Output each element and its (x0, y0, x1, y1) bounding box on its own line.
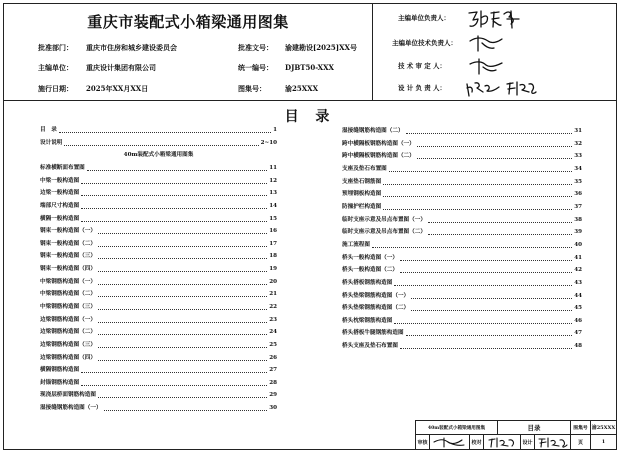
toc-entry (342, 266, 582, 274)
toc-entry (40, 328, 277, 336)
tech-head-label: 主编单位技术负责人： (392, 39, 457, 47)
toc-dot-leader (400, 348, 572, 349)
tb-design-signature (534, 434, 570, 449)
toc-dot-leader (87, 170, 267, 171)
toc-entry (342, 216, 582, 224)
toc-entry (40, 404, 277, 412)
toc-left-column (40, 0, 277, 454)
toc-dot-leader (389, 171, 572, 172)
toc-dot-leader (81, 183, 267, 184)
toc-dot-leader (428, 234, 572, 235)
toc-entry-title: 桥头枕梁钢筋构造图 (342, 317, 393, 324)
toc-entry-title: 临时支座示意及吊点布置图（一） (342, 216, 426, 223)
toc-entry-page: 18 (269, 253, 277, 260)
toc-dot-leader (372, 247, 572, 248)
toc-entry-title: 预埋钢板构造图 (342, 191, 382, 198)
toc-entry-title: 湿接缝钢筋构造图（一） (40, 405, 102, 412)
editor-value: 重庆设计集团有限公司 (86, 63, 156, 72)
signature-check (487, 436, 517, 448)
toc-entry-page: 29 (269, 392, 277, 399)
toc-dot-leader (81, 221, 267, 222)
approval-dept-label: 批准部门： (38, 43, 73, 52)
toc-entry (342, 317, 582, 325)
toc-entry (40, 354, 277, 362)
toc-entry (40, 265, 277, 273)
toc-entry-page: 11 (269, 164, 277, 171)
toc-entry-page: 47 (574, 330, 582, 337)
toc-entry-title: 边梁钢筋构造图（三） (40, 341, 96, 348)
toc-entry-title: 中梁钢筋构造图（一） (40, 278, 96, 285)
toc-entry-page: 13 (269, 190, 277, 197)
effective-date-value: 2025年XX月XX日 (86, 84, 149, 93)
tb-sheet-name: 目录 (497, 420, 570, 434)
toc-dot-leader (98, 246, 267, 247)
toc-dot-leader (98, 334, 267, 335)
tb-review-signature (429, 434, 469, 449)
toc-entry-title: 边梁钢筋构造图（四） (40, 354, 96, 361)
atlas-no-value: 渝25XXX (285, 84, 319, 93)
toc-entry-title: 桥头搭板牛腿钢筋构造图 (342, 330, 404, 337)
effective-date-label: 施行日期： (38, 84, 73, 93)
toc-entry-page: 48 (574, 343, 582, 350)
toc-entry-page: 41 (574, 254, 582, 261)
toc-dot-leader (98, 322, 267, 323)
toc-entry (40, 290, 277, 298)
toc-dot-leader (81, 195, 267, 196)
toc-entry (40, 391, 277, 399)
toc-dot-leader (394, 285, 572, 286)
toc-entry-page: 46 (574, 317, 582, 324)
toc-entry (40, 278, 277, 286)
design-head-label: 设 计 负 责 人： (398, 84, 447, 92)
toc-entry (342, 140, 582, 148)
toc-entry-page: 2~10 (260, 139, 277, 146)
toc-entry-page: 1 (273, 127, 277, 133)
signature-design (537, 436, 569, 448)
atlas-title: 重庆市装配式小箱梁通用图集 (87, 13, 289, 31)
toc-dot-leader (98, 296, 267, 297)
toc-right-column (342, 0, 582, 454)
signature-review (432, 436, 468, 448)
toc-entry-page: 15 (269, 215, 277, 222)
toc-entry-page: 21 (269, 291, 277, 298)
toc-entry-title: 横隔钢筋构造图 (40, 367, 80, 374)
tb-check-signature (483, 434, 520, 449)
toc-entry-title: 边梁钢筋构造图（一） (40, 316, 96, 323)
toc-entry (342, 342, 582, 350)
toc-entry (40, 252, 277, 260)
toc-entry-title: 桥头一般构造图（二） (342, 267, 398, 274)
toc-dot-leader (406, 133, 573, 134)
toc-entry (342, 228, 582, 236)
toc-entry-page: 12 (269, 177, 277, 184)
approval-no-value: 渝建勘设[2025]XX号 (285, 43, 357, 52)
toc-entry (40, 139, 277, 147)
toc-entry-page: 16 (269, 228, 277, 235)
toc-entry (342, 279, 582, 287)
toc-entry-page: 34 (574, 165, 582, 172)
toc-entry-title: 目 录 (40, 127, 57, 133)
toc-dot-leader (64, 145, 258, 146)
toc-main-title: 目 录 (284, 109, 336, 125)
toc-dot-leader (98, 284, 267, 285)
toc-entry-page: 23 (269, 316, 277, 323)
toc-entry (342, 203, 582, 211)
toc-entry-title: 桥头一般构造图（一） (342, 254, 398, 261)
toc-entry-page: 19 (269, 266, 277, 272)
toc-entry-title: 支座垫石钢筋图 (342, 178, 382, 185)
toc-entry-title: 桥头搭板钢筋构造图 (342, 279, 393, 286)
toc-dot-leader (383, 184, 572, 185)
editor-head-label: 主编单位负责人： (398, 14, 450, 22)
toc-entry (342, 127, 582, 135)
toc-entry-page: 17 (269, 240, 277, 247)
toc-entry (342, 178, 582, 186)
toc-entry-title: 桥头支座及垫石布置图 (342, 343, 398, 350)
toc-dot-leader (406, 335, 573, 336)
toc-entry (342, 152, 582, 160)
toc-dot-leader (394, 323, 572, 324)
toc-entry-page: 22 (269, 304, 277, 310)
toc-entry-page: 38 (574, 216, 582, 223)
atlas-no-label: 图集号： (238, 84, 266, 93)
toc-entry-page: 20 (269, 278, 277, 285)
toc-entry-page: 44 (574, 292, 582, 299)
toc-entry (40, 366, 277, 374)
toc-dot-leader (383, 196, 572, 197)
toc-dot-leader (104, 410, 268, 411)
toc-entry (40, 303, 277, 311)
tb-review-label: 审核 (415, 434, 429, 449)
toc-entry-title: 跨中横隔板钢筋构造图（二） (342, 153, 415, 160)
toc-dot-leader (98, 397, 267, 398)
toc-entry-title: 桥头垫梁钢筋构造图（一） (342, 292, 410, 299)
tb-atlas-name: 40m装配式小箱梁通用图集 (415, 420, 497, 434)
toc-dot-leader (383, 209, 572, 210)
toc-entry-page: 24 (269, 329, 277, 336)
toc-entry-title: 中梁钢筋构造图（二） (40, 291, 96, 298)
toc-entry-title: 现浇层桥面钢筋构造图 (40, 392, 96, 399)
editor-label: 主编单位： (38, 63, 73, 72)
toc-entry (342, 254, 582, 262)
toc-entry-page: 36 (574, 191, 582, 198)
toc-dot-leader (428, 222, 572, 223)
toc-dot-leader (417, 158, 572, 159)
toc-entry (40, 215, 277, 223)
toc-entry-page: 39 (574, 229, 582, 236)
tech-reviewer-label: 技 术 审 定 人： (398, 62, 447, 70)
toc-dot-leader (98, 271, 267, 272)
toc-entry-page: 28 (269, 379, 277, 386)
toc-entry-page: 33 (574, 153, 582, 160)
toc-entry-title: 中梁一般构造图 (40, 177, 80, 184)
toc-entry-title: 钢束一般构造图（二） (40, 240, 96, 247)
unified-no-label: 统一编号： (238, 63, 273, 72)
toc-entry (40, 189, 277, 197)
toc-entry-page: 25 (269, 341, 277, 348)
toc-entry-page: 37 (574, 203, 582, 210)
toc-entry-title: 横隔一般构造图 (40, 215, 80, 222)
toc-entry-title: 湿接缝钢筋构造图（二） (342, 128, 404, 134)
toc-dot-leader (98, 233, 267, 234)
toc-dot-leader (98, 309, 267, 310)
toc-entry (342, 241, 582, 249)
toc-entry-title: 桥头垫梁钢筋构造图（二） (342, 305, 410, 312)
toc-dot-leader (417, 146, 572, 147)
toc-entry-title: 端部尺寸构造图 (40, 202, 80, 209)
toc-dot-leader (98, 360, 267, 361)
toc-entry (40, 227, 277, 235)
toc-entry-page: 30 (269, 405, 277, 412)
toc-entry-title: 标准横断面布置图 (40, 164, 85, 171)
toc-entry (342, 190, 582, 198)
approval-dept-value: 重庆市住房和城乡建设委员会 (86, 43, 177, 52)
toc-dot-leader (400, 260, 572, 261)
toc-entry-title: 设计说明 (40, 139, 63, 146)
toc-entry (40, 164, 277, 172)
tb-page-label: 页 (570, 434, 590, 449)
toc-entry-title: 支座及垫石布置图 (342, 165, 387, 172)
toc-entry-title: 施工流程图 (342, 241, 370, 248)
toc-entry-title: 中梁钢筋构造图（三） (40, 304, 96, 310)
toc-entry-title: 防撞护栏构造图 (342, 203, 382, 210)
toc-dot-leader (411, 310, 572, 311)
toc-entry (342, 329, 582, 337)
toc-dot-leader (400, 272, 572, 273)
toc-entry (342, 292, 582, 300)
toc-entry (40, 240, 277, 248)
toc-entry-title: 边梁一般构造图 (40, 190, 80, 197)
toc-entry (342, 165, 582, 173)
toc-entry-page: 40 (574, 241, 582, 248)
unified-no-value: DJBT50-XXX (285, 63, 334, 72)
toc-entry-title: 钢束一般构造图（三） (40, 253, 96, 260)
tb-atlas-no: 渝25XXX (590, 420, 616, 434)
toc-entry-title: 临时支座示意及吊点布置图（二） (342, 229, 426, 236)
tb-page-number: 1 (590, 434, 616, 449)
toc-entry-title: 钢束一般构造图（一） (40, 228, 96, 235)
toc-entry (40, 202, 277, 210)
toc-entry-title: 钢束一般构造图（四） (40, 266, 96, 272)
toc-entry-page: 45 (574, 305, 582, 312)
toc-entry (40, 316, 277, 324)
toc-entry-page: 32 (574, 140, 582, 147)
toc-entry (40, 341, 277, 349)
toc-entry-page: 14 (269, 202, 277, 209)
toc-dot-leader (411, 298, 572, 299)
tb-design-label: 设计 (520, 434, 534, 449)
toc-dot-leader (98, 258, 267, 259)
toc-entry-title: 边梁钢筋构造图（二） (40, 329, 96, 336)
toc-entry-page: 26 (269, 354, 277, 361)
toc-dot-leader (81, 385, 267, 386)
toc-entry-page: 43 (574, 279, 582, 286)
tb-atlas-no-label: 图集号 (570, 420, 590, 434)
toc-entry-page: 27 (269, 367, 277, 374)
toc-entry (40, 379, 277, 387)
toc-entry (40, 177, 277, 185)
toc-entry-title: 跨中横隔板钢筋构造图（一） (342, 140, 415, 147)
toc-section-heading-text: 40m装配式小箱梁通用图集 (123, 152, 194, 159)
toc-dot-leader (59, 132, 271, 133)
toc-entry-page: 42 (574, 267, 582, 274)
tb-check-label: 校对 (469, 434, 483, 449)
toc-dot-leader (81, 372, 267, 373)
approval-no-label: 批准文号： (238, 43, 273, 52)
toc-entry-title: 封锚钢筋构造图 (40, 379, 80, 386)
toc-dot-leader (81, 208, 267, 209)
toc-entry-page: 35 (574, 178, 582, 185)
toc-section-heading (40, 151, 277, 159)
toc-dot-leader (98, 347, 267, 348)
toc-entry-page: 31 (574, 128, 582, 134)
toc-entry (40, 126, 277, 134)
toc-entry (342, 304, 582, 312)
